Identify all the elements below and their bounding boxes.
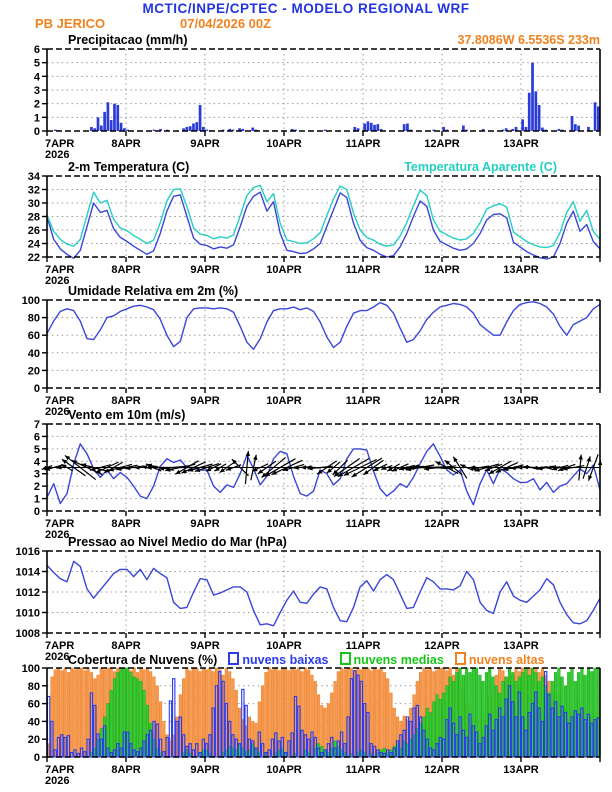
svg-text:10APR: 10APR xyxy=(266,640,302,652)
app-header-title: MCTIC/INPE/CPTEC - MODELO REGIONAL WRF xyxy=(142,1,470,16)
svg-text:12APR: 12APR xyxy=(424,764,460,776)
svg-text:8APR: 8APR xyxy=(111,640,141,652)
svg-text:4: 4 xyxy=(33,456,40,469)
svg-text:2026: 2026 xyxy=(45,651,70,663)
svg-text:7APR: 7APR xyxy=(45,518,75,530)
svg-text:9APR: 9APR xyxy=(190,395,220,407)
svg-text:9APR: 9APR xyxy=(190,640,220,652)
svg-text:3: 3 xyxy=(33,85,40,97)
run-datetime-label: 07/04/2026 00Z xyxy=(180,16,272,31)
svg-text:12APR: 12APR xyxy=(424,395,460,407)
svg-text:2026: 2026 xyxy=(45,149,70,161)
pressure-chart xyxy=(0,545,612,663)
svg-text:3: 3 xyxy=(33,468,40,481)
station-label: PB JERICO xyxy=(35,16,106,31)
pressure-chart-title: Pressao ao Nivel Medio do Mar (hPa) xyxy=(68,535,287,549)
svg-text:1008: 1008 xyxy=(15,628,40,640)
svg-text:12APR: 12APR xyxy=(424,518,460,530)
svg-text:13APR: 13APR xyxy=(503,764,539,776)
location-label: 37.8086W 6.5536S 233m xyxy=(457,33,600,47)
svg-text:7APR: 7APR xyxy=(45,640,75,652)
svg-text:60: 60 xyxy=(27,698,40,711)
svg-text:10APR: 10APR xyxy=(266,395,302,407)
clouds-chart xyxy=(0,662,612,787)
svg-text:60: 60 xyxy=(27,330,40,343)
svg-text:12APR: 12APR xyxy=(424,138,460,150)
svg-text:0: 0 xyxy=(33,383,40,395)
svg-text:2026: 2026 xyxy=(45,275,70,287)
svg-text:1012: 1012 xyxy=(15,587,40,599)
svg-text:7: 7 xyxy=(33,419,40,431)
svg-text:20: 20 xyxy=(27,365,40,378)
svg-text:1: 1 xyxy=(33,112,40,125)
svg-text:0: 0 xyxy=(33,752,40,764)
nuvens-baixas-label: nuvens baixas xyxy=(242,653,329,667)
svg-text:5: 5 xyxy=(33,443,40,456)
clouds-chart-title: Cobertura de Nuvens (%) xyxy=(68,652,218,667)
svg-text:2: 2 xyxy=(33,481,40,494)
wind-chart xyxy=(0,418,612,541)
svg-text:8APR: 8APR xyxy=(111,264,141,276)
svg-text:22: 22 xyxy=(27,252,40,264)
svg-text:1014: 1014 xyxy=(15,566,40,579)
svg-text:11APR: 11APR xyxy=(345,264,381,276)
svg-text:1: 1 xyxy=(33,493,40,506)
svg-text:100: 100 xyxy=(21,663,40,675)
svg-text:1016: 1016 xyxy=(15,546,40,558)
svg-text:26: 26 xyxy=(27,225,40,237)
svg-text:13APR: 13APR xyxy=(503,138,539,150)
svg-text:80: 80 xyxy=(27,312,40,325)
temperature-chart xyxy=(0,170,612,287)
svg-text:11APR: 11APR xyxy=(345,138,381,150)
svg-text:28: 28 xyxy=(27,211,40,224)
svg-text:32: 32 xyxy=(27,184,40,197)
svg-text:13APR: 13APR xyxy=(503,640,539,652)
svg-text:80: 80 xyxy=(27,680,40,693)
svg-text:2026: 2026 xyxy=(45,529,70,541)
svg-text:9APR: 9APR xyxy=(190,264,220,276)
svg-text:0: 0 xyxy=(33,506,40,518)
svg-text:9APR: 9APR xyxy=(190,138,220,150)
svg-text:12APR: 12APR xyxy=(424,640,460,652)
svg-text:34: 34 xyxy=(27,171,40,183)
svg-text:13APR: 13APR xyxy=(503,264,539,276)
svg-text:2026: 2026 xyxy=(45,775,70,787)
svg-text:2: 2 xyxy=(33,98,40,111)
svg-text:11APR: 11APR xyxy=(345,764,381,776)
svg-text:10APR: 10APR xyxy=(266,518,302,530)
svg-text:11APR: 11APR xyxy=(345,395,381,407)
svg-text:8APR: 8APR xyxy=(111,395,141,407)
svg-text:11APR: 11APR xyxy=(345,640,381,652)
svg-text:8APR: 8APR xyxy=(111,518,141,530)
svg-text:20: 20 xyxy=(27,734,40,747)
svg-text:8APR: 8APR xyxy=(111,138,141,150)
svg-text:1010: 1010 xyxy=(15,607,40,620)
svg-text:11APR: 11APR xyxy=(345,518,381,530)
svg-text:30: 30 xyxy=(27,198,40,210)
svg-text:7APR: 7APR xyxy=(45,395,75,407)
humidity-chart-title: Umidade Relativa em 2m (%) xyxy=(68,284,239,298)
apparent-temperature-label: Temperatura Aparente (C) xyxy=(404,160,557,174)
svg-text:12APR: 12APR xyxy=(424,264,460,276)
nuvens-altas-label: nuvens altas xyxy=(468,653,545,667)
svg-text:10APR: 10APR xyxy=(266,264,302,276)
svg-text:7APR: 7APR xyxy=(45,764,75,776)
svg-text:6: 6 xyxy=(33,44,40,56)
svg-text:8APR: 8APR xyxy=(111,764,141,776)
svg-text:100: 100 xyxy=(21,295,40,307)
svg-text:7APR: 7APR xyxy=(45,138,75,150)
svg-text:4: 4 xyxy=(33,71,40,84)
temperature-chart-title: 2-m Temperatura (C) xyxy=(68,160,190,174)
svg-text:24: 24 xyxy=(27,238,40,251)
svg-text:13APR: 13APR xyxy=(503,518,539,530)
svg-text:5: 5 xyxy=(33,57,40,70)
nuvens-medias-label: nuvens medias xyxy=(353,653,444,667)
precipitation-chart xyxy=(0,43,612,161)
svg-text:13APR: 13APR xyxy=(503,395,539,407)
svg-text:40: 40 xyxy=(27,347,40,360)
svg-text:9APR: 9APR xyxy=(190,764,220,776)
svg-text:2026: 2026 xyxy=(45,406,70,418)
svg-text:40: 40 xyxy=(27,716,40,729)
precipitation-chart-title: Precipitacao (mm/h) xyxy=(68,33,188,47)
svg-text:9APR: 9APR xyxy=(190,518,220,530)
svg-text:6: 6 xyxy=(33,431,40,444)
svg-text:7APR: 7APR xyxy=(45,264,75,276)
svg-text:0: 0 xyxy=(33,126,40,138)
svg-text:10APR: 10APR xyxy=(266,138,302,150)
svg-text:10APR: 10APR xyxy=(266,764,302,776)
wind-chart-title: Vento em 10m (m/s) xyxy=(68,408,186,422)
humidity-chart xyxy=(0,294,612,418)
